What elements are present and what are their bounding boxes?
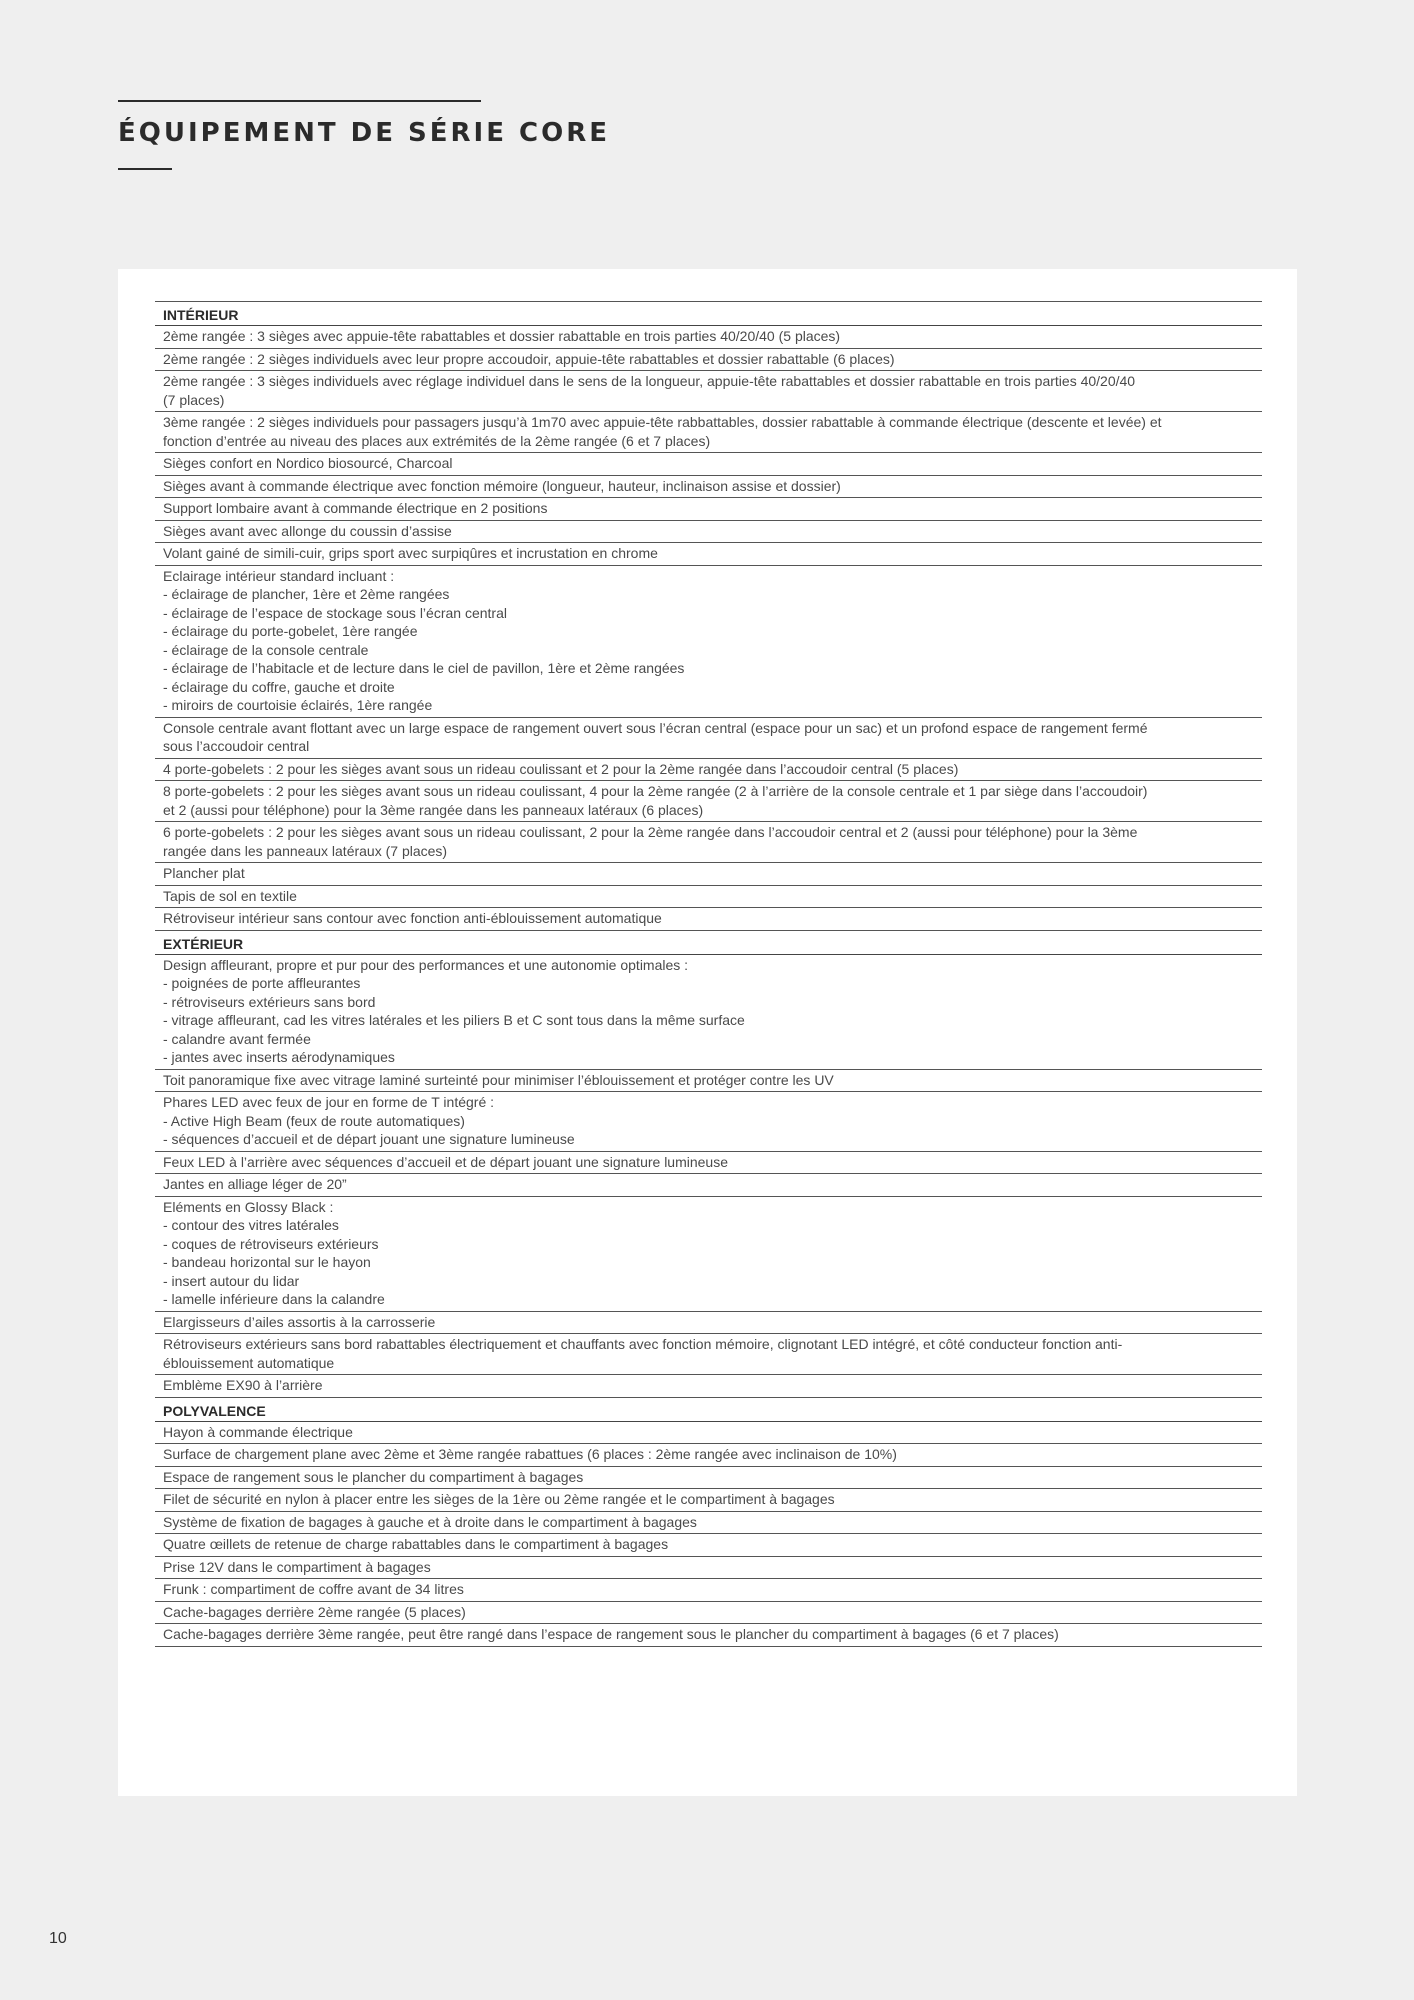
table-row: Toit panoramique fixe avec vitrage laminé surteinté pour minimiser l’éblouissement et protéger contre les UV bbox=[155, 1070, 1262, 1093]
table-row: Frunk : compartiment de coffre avant de 34 litres bbox=[155, 1579, 1262, 1602]
table-row: 3ème rangée : 2 sièges individuels pour passagers jusqu’à 1m70 avec appuie-tête rabbattables, dossier rabattable à commande électrique (descente et levée) et fonction d’entrée au niveau des places aux extrémités de la 2ème rangée (6 et 7 places) bbox=[155, 412, 1262, 453]
table-row: Sièges avant avec allonge du coussin d’assise bbox=[155, 521, 1262, 544]
table-row: Volant gainé de simili-cuir, grips sport avec surpiqûres et incrustation en chrome bbox=[155, 543, 1262, 566]
table-row: Elargisseurs d’ailes assortis à la carrosserie bbox=[155, 1312, 1262, 1335]
table-row: Sièges confort en Nordico biosourcé, Charcoal bbox=[155, 453, 1262, 476]
table-row: Quatre œillets de retenue de charge rabattables dans le compartiment à bagages bbox=[155, 1534, 1262, 1557]
table-row: 2ème rangée : 3 sièges individuels avec réglage individuel dans le sens de la longueur, appuie-tête rabattables et dossier rabattable en trois parties 40/20/40 (7 places) bbox=[155, 371, 1262, 412]
table-row: Rétroviseurs extérieurs sans bord rabattables électriquement et chauffants avec fonction mémoire, clignotant LED intégré, et côté conducteur fonction anti- éblouissement automatique bbox=[155, 1334, 1262, 1375]
table-row: Espace de rangement sous le plancher du compartiment à bagages bbox=[155, 1467, 1262, 1490]
table-row: Console centrale avant flottant avec un large espace de rangement ouvert sous l’écran central (espace pour un sac) et un profond espace de rangement fermé sous l’accoudoir central bbox=[155, 718, 1262, 759]
table-row: Rétroviseur intérieur sans contour avec fonction anti-éblouissement automatique bbox=[155, 908, 1262, 931]
table-row: Eléments en Glossy Black : - contour des vitres latérales - coques de rétroviseurs extérieurs - bandeau horizontal sur le hayon - insert autour du lidar - lamelle inférieure dans la calandre bbox=[155, 1197, 1262, 1312]
table-row: 2ème rangée : 2 sièges individuels avec leur propre accoudoir, appuie-tête rabattables et dossier rabattable (6 places) bbox=[155, 349, 1262, 372]
table-row: Plancher plat bbox=[155, 863, 1262, 886]
table-row: Filet de sécurité en nylon à placer entre les sièges de la 1ère ou 2ème rangée et le compartiment à bagages bbox=[155, 1489, 1262, 1512]
section-header: POLYVALENCE bbox=[155, 1398, 1262, 1422]
table-row: Prise 12V dans le compartiment à bagages bbox=[155, 1557, 1262, 1580]
table-row: Surface de chargement plane avec 2ème et 3ème rangée rabattues (6 places : 2ème rangée avec inclinaison de 10%) bbox=[155, 1444, 1262, 1467]
table-row: Cache-bagages derrière 3ème rangée, peut être rangé dans l’espace de rangement sous le plancher du compartiment à bagages (6 et 7 places) bbox=[155, 1624, 1262, 1647]
table-row: Cache-bagages derrière 2ème rangée (5 places) bbox=[155, 1602, 1262, 1625]
table-row: Design affleurant, propre et pur pour des performances et une autonomie optimales : - poignées de porte affleurantes - rétroviseurs extérieurs sans bord - vitrage affleurant, cad les vitres latérales et les piliers B et C sont tous dans la même surface - calandre avant fermée - jantes avec inserts aérodynamiques bbox=[155, 955, 1262, 1070]
spec-card bbox=[118, 269, 1297, 1796]
spec-table bbox=[155, 301, 1262, 1647]
table-row: 2ème rangée : 3 sièges avec appuie-tête rabattables et dossier rabattable en trois parties 40/20/40 (5 places) bbox=[155, 326, 1262, 349]
table-row: 8 porte-gobelets : 2 pour les sièges avant sous un rideau coulissant, 4 pour la 2ème rangée (2 à l’arrière de la console centrale et 1 par siège dans l’accoudoir) et 2 (aussi pour téléphone) pour la 3ème rangée dans les panneaux latéraux (6 places) bbox=[155, 781, 1262, 822]
table-row: Tapis de sol en textile bbox=[155, 886, 1262, 909]
table-row: Système de fixation de bagages à gauche et à droite dans le compartiment à bagages bbox=[155, 1512, 1262, 1535]
table-row: Phares LED avec feux de jour en forme de T intégré : - Active High Beam (feux de route automatiques) - séquences d’accueil et de départ jouant une signature lumineuse bbox=[155, 1092, 1262, 1152]
section-header: INTÉRIEUR bbox=[155, 302, 1262, 326]
table-row: Emblème EX90 à l’arrière bbox=[155, 1375, 1262, 1398]
title-underline bbox=[118, 168, 172, 170]
section-header: EXTÉRIEUR bbox=[155, 931, 1262, 955]
page-number: 10 bbox=[49, 1930, 67, 1947]
table-row: Hayon à commande électrique bbox=[155, 1422, 1262, 1445]
table-row: 6 porte-gobelets : 2 pour les sièges avant sous un rideau coulissant, 2 pour la 2ème rangée dans l’accoudoir central et 2 (aussi pour téléphone) pour la 3ème rangée dans les panneaux latéraux (7 places) bbox=[155, 822, 1262, 863]
top-rule bbox=[118, 100, 481, 102]
table-row: 4 porte-gobelets : 2 pour les sièges avant sous un rideau coulissant et 2 pour la 2ème rangée dans l’accoudoir central (5 places) bbox=[155, 759, 1262, 782]
table-row: Support lombaire avant à commande électrique en 2 positions bbox=[155, 498, 1262, 521]
table-row: Eclairage intérieur standard incluant : - éclairage de plancher, 1ère et 2ème rangées - éclairage de l’espace de stockage sous l’écran central - éclairage du porte-gobelet, 1ère rangée - éclairage de la console centrale - éclairage de l’habitacle et de lecture dans le ciel de pavillon, 1ère et 2ème rangées - éclairage du coffre, gauche et droite - miroirs de courtoisie éclairés, 1ère rangée bbox=[155, 566, 1262, 718]
table-row: Jantes en alliage léger de 20” bbox=[155, 1174, 1262, 1197]
table-row: Feux LED à l’arrière avec séquences d’accueil et de départ jouant une signature lumineuse bbox=[155, 1152, 1262, 1175]
table-row: Sièges avant à commande électrique avec fonction mémoire (longueur, hauteur, inclinaison assise et dossier) bbox=[155, 476, 1262, 499]
page-title: ÉQUIPEMENT DE SÉRIE CORE bbox=[118, 118, 610, 148]
